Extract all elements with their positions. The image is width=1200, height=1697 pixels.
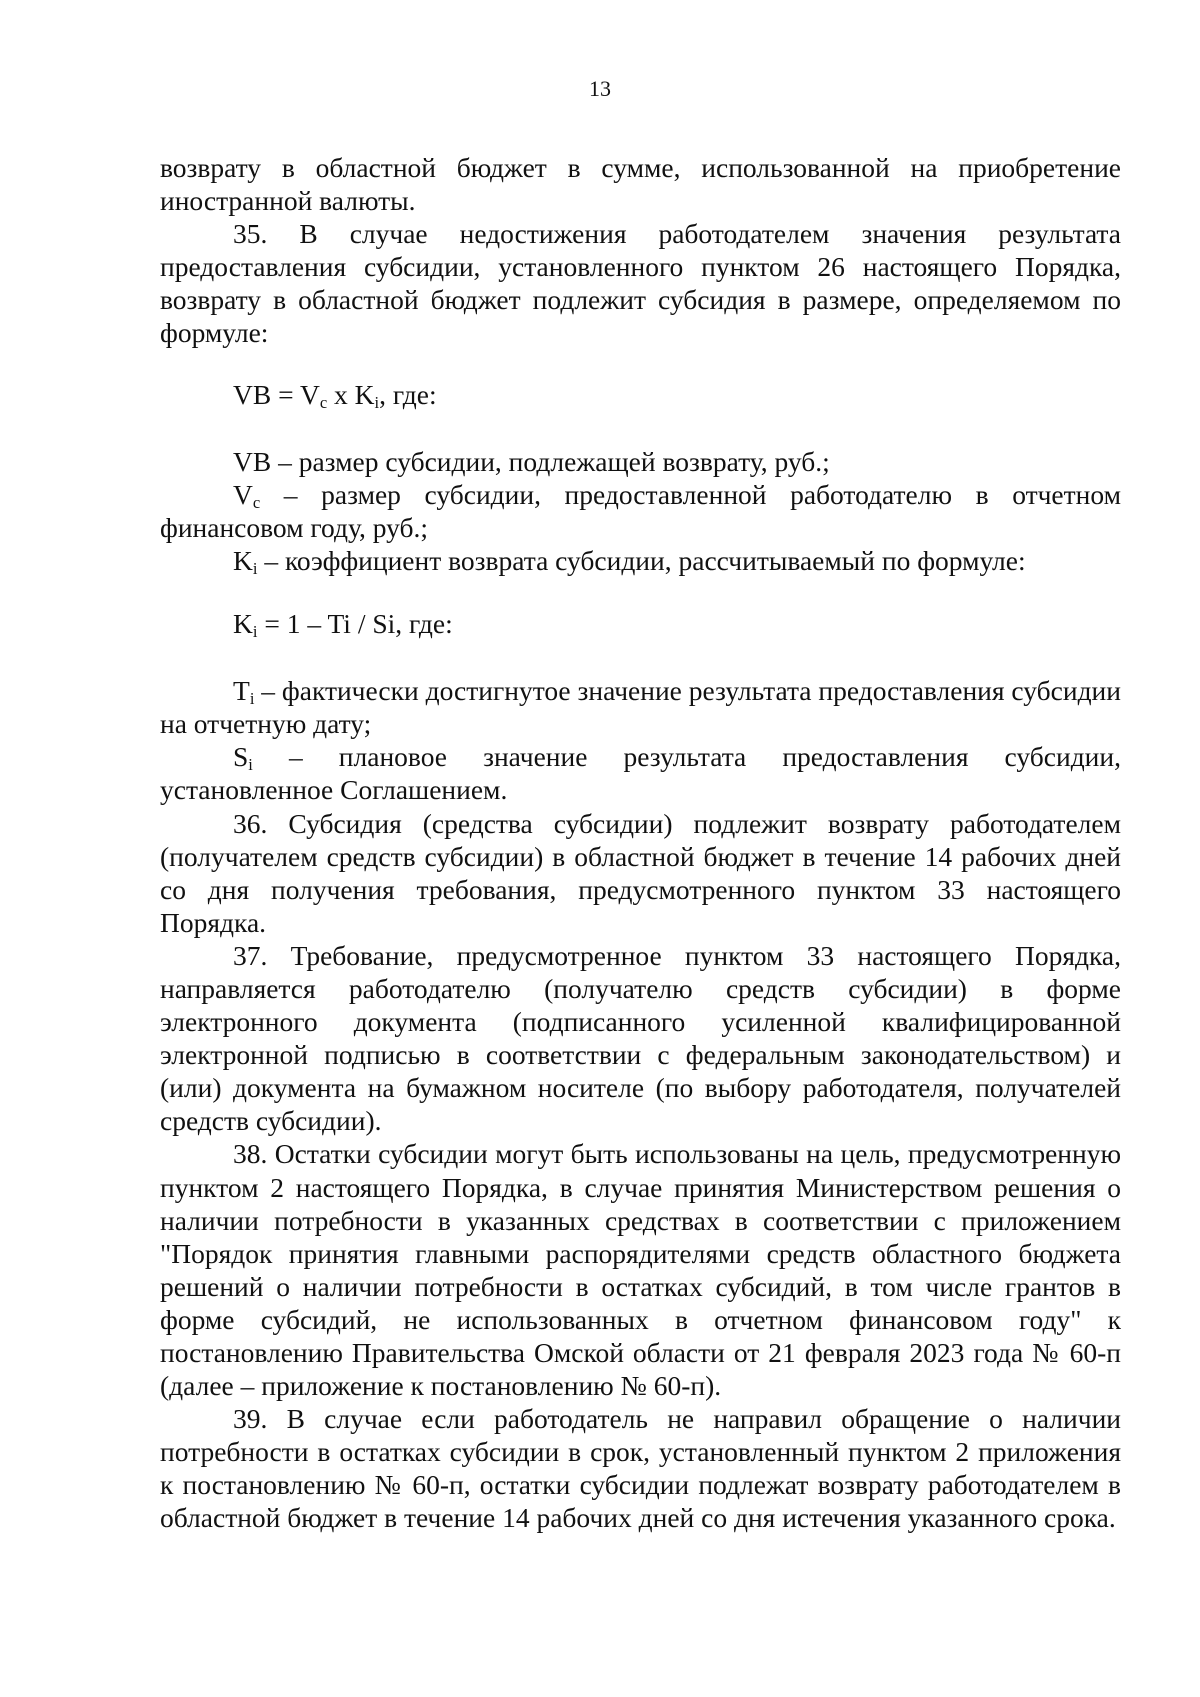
paragraph-39: 39. В случае если работодатель не направил обращение о наличии потребности в остатках субсидии в срок, установленный пунктом 2 приложения к постановлению № 60-п, остатки субсидии подлежат возврату работодателем в областной бюджет в течение 14 рабочих дней со дня истечения указанного срока. xyxy=(160,1403,1121,1534)
paragraph-38: 38. Остатки субсидии могут быть использованы на цель, предусмотренную пунктом 2 настоящего Порядка, в случае принятия Министерством решения о наличии потребности в указанных средствах в соответствии с приложением "Порядок принятия главными распорядителями средств областного бюджета решений о наличии потребности в остатках субсидий, в том числе грантов в форме субсидий, не использованных в отчетном финансовом году" к постановлению Правительства Омской области от 21 февраля 2023 года № 60-п (далее – приложение к постановлению № 60-п). xyxy=(160,1138,1121,1402)
definition-vc-text: – размер субсидии, предоставленной работодателю в отчетном финансовом году, руб.; xyxy=(160,478,1121,543)
paragraph-intro: возврату в областной бюджет в сумме, использованной на приобретение иностранной валюты. xyxy=(160,152,1121,217)
spacer xyxy=(160,411,1121,445)
paragraph-36: 36. Субсидия (средства субсидии) подлежит возврату работодателем (получателем средств субсидии) в областной бюджет в течение 14 рабочих дней со дня получения требования, предусмотренного пунктом 33 настоящего Порядка. xyxy=(160,807,1121,938)
definition-ti-sub: i xyxy=(249,689,255,709)
definition-ki-symbol: K xyxy=(233,544,253,576)
formula-ki-rhs: = 1 – Ti / Si, где: xyxy=(257,608,453,640)
paragraph-37: 37. Требование, предусмотренное пунктом 33 настоящего Порядка, направляется работодателю (получателю средств субсидии) в форме электронного документа (подписанного усиленной квалифицированной электронной подписью в соответствии с федеральным законодательством) и (или) документа на бумажном носителе (по выбору работодателя, получателей средств субсидии). xyxy=(160,939,1121,1137)
definition-ki-text: – коэффициент возврата субсидии, рассчитываемый по формуле: xyxy=(257,544,1026,576)
formula-vb-lhs: VB = V xyxy=(233,378,320,410)
definition-vc xyxy=(160,478,1121,544)
formula-vb xyxy=(160,378,1121,411)
formula-vb-rhs: , где: xyxy=(379,378,437,410)
definition-vc-sub: c xyxy=(252,492,261,512)
definition-vc-symbol: V xyxy=(233,478,253,510)
definition-vb: VB – размер субсидии, подлежащей возврату, руб.; xyxy=(233,445,830,477)
definition-ki xyxy=(160,544,1121,577)
definition-si-sub: i xyxy=(248,755,253,775)
formula-vb-mid: x K xyxy=(327,378,375,410)
formula-vb-sub-c: c xyxy=(319,392,328,412)
definition-ki-sub: i xyxy=(252,559,258,579)
definition-ti-symbol: T xyxy=(233,675,250,707)
definition-si-symbol: S xyxy=(233,741,249,773)
formula-ki xyxy=(160,607,1121,640)
paragraph-35: 35. В случае недостижения работодателем значения результата предоставления субсидии, установленного пунктом 26 настоящего Порядка, возврату в областной бюджет подлежит субсидия в размере, определяемом по формуле: xyxy=(160,218,1121,349)
formula-ki-symbol: K xyxy=(233,608,253,640)
spacer xyxy=(160,350,1121,378)
formula-ki-sub: i xyxy=(252,622,258,642)
definition-si-text: – плановое значение результата предоставления субсидии, установленное Соглашением. xyxy=(160,741,1121,806)
document-body xyxy=(160,151,1121,1535)
spacer xyxy=(160,640,1121,674)
definition-si xyxy=(160,740,1121,806)
page-number: 13 xyxy=(589,76,611,101)
spacer xyxy=(160,577,1121,607)
formula-vb-sub-i: i xyxy=(374,392,380,412)
definition-ti xyxy=(160,674,1121,740)
definition-ti-text: – фактически достигнутое значение результата предоставления субсидии на отчетную дату; xyxy=(160,675,1121,740)
